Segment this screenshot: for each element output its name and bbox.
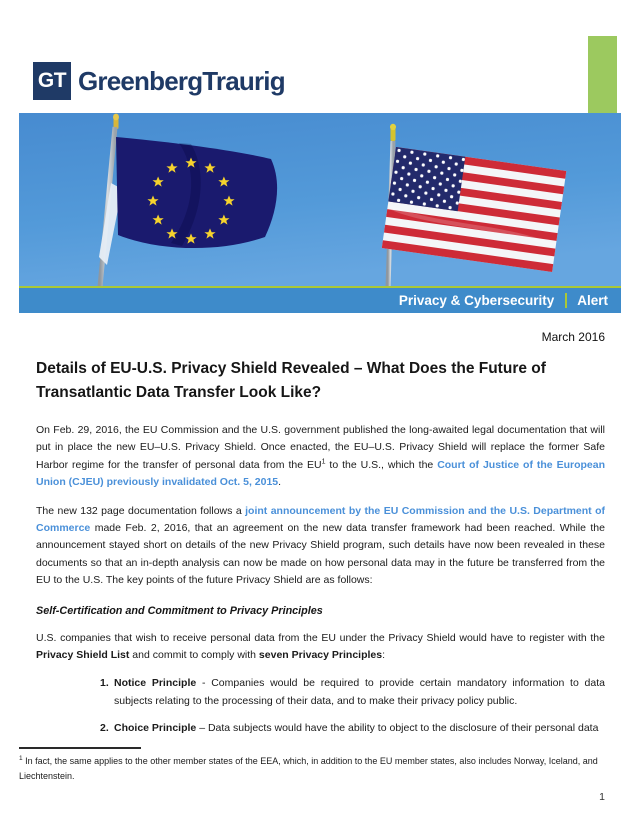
gt-logo-monogram: GT (33, 62, 71, 100)
paragraph-text: made Feb. 2, 2016, that an agreement on the new data transfer framework had been reached. While the announcement stayed short on details of the new Privacy Shield program, such details have now been revealed in these documents so that an in-depth analysis can now be made on how personal data may in the future be transferred from the EU to the U.S. The key points of the future Privacy Shield are as follows: (36, 522, 605, 587)
footnote-body: In fact, the same applies to the other member states of the EEA, which, in addition to the EU member states, also includes Norway, Iceland, and Liechtenstein. (19, 756, 598, 781)
privacy-shield-list-emphasis: Privacy Shield List (36, 649, 130, 662)
list-item-number: 1. (100, 677, 109, 690)
publication-date: March 2016 (541, 330, 605, 344)
list-item-choice-principle (36, 720, 605, 737)
paragraph-text: and commit to comply with (129, 649, 259, 662)
flags-photo (19, 113, 621, 313)
green-accent-bar (588, 36, 617, 113)
page-number: 1 (599, 791, 605, 803)
practice-alert-banner (19, 286, 621, 313)
paragraph-text: . (278, 476, 282, 489)
banner-separator (565, 293, 567, 308)
seven-principles-emphasis: seven Privacy Principles (258, 649, 383, 662)
gt-logo-wordmark: GreenbergTraurig (78, 65, 285, 96)
flags-photo-image (19, 113, 621, 287)
paragraph-registration (36, 630, 605, 665)
joint-announcement-link[interactable]: joint announcement by the EU Commission and the U.S. Department of Commerce (36, 504, 606, 535)
greenberg-traurig-logo (33, 62, 285, 100)
alert-label: Alert (577, 293, 608, 308)
paragraph-text: The new 132 page documentation follows a (36, 504, 246, 517)
principle-name: Choice Principle (114, 722, 197, 735)
paragraph-text: : (382, 649, 386, 662)
list-item-text (114, 675, 605, 710)
footnote-text (19, 754, 605, 783)
list-item-number: 2. (100, 722, 109, 735)
footnote-reference: 1 (321, 458, 326, 466)
principle-name: Notice Principle (114, 677, 197, 690)
practice-group-label: Privacy & Cybersecurity (398, 293, 555, 308)
article-body (36, 330, 605, 748)
paragraph-text: U.S. companies that wish to receive personal data from the EU under the Privacy Shield would have to register with the (36, 631, 605, 644)
section-heading-self-certification: Self-Certification and Commitment to Privacy Principles (36, 604, 323, 617)
paragraph-text: to the U.S., which the (325, 458, 438, 471)
principle-description: - Companies would be required to provide certain mandatory information to data subjects relating to the processing of their data, and to make their privacy policy public. (114, 677, 605, 707)
list-item-notice-principle (36, 675, 605, 710)
paragraph-text: On Feb. 29, 2016, the EU Commission and the U.S. government published the long-awaited legal documentation that will put in place the new EU–U.S. Privacy Shield. Once enacted, the EU–U.S. Privacy Shield will replace the former Safe Harbor regime for the transfer of personal data from the EU (36, 424, 605, 471)
footnote-section (19, 747, 605, 783)
article-title: Details of EU-U.S. Privacy Shield Revealed – What Does the Future of Transatlantic Data Transfer Look Like? (36, 360, 546, 401)
footnote-divider (19, 747, 141, 749)
cjeu-invalidation-link[interactable]: Court of Justice of the European Union (CJEU) previously invalidated Oct. 5, 2015 (36, 458, 605, 489)
footnote-marker: 1 (19, 755, 23, 762)
list-item-text (114, 720, 605, 737)
paragraph-intro (36, 422, 605, 492)
paragraph-documentation (36, 503, 605, 590)
principle-description: – Data subjects would have the ability to object to the disclosure of their personal data (196, 722, 599, 735)
